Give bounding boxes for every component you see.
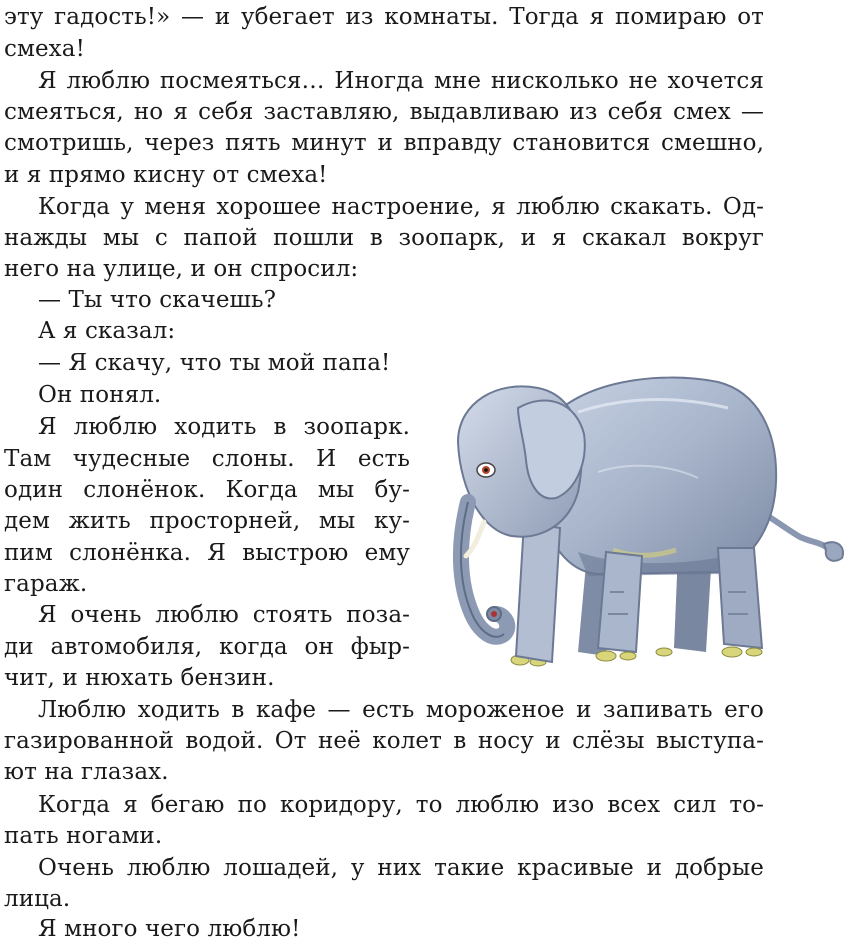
text-line: ют на глазах. [4,759,169,785]
text-line: Я много чего люблю! [38,916,301,942]
text-line: смеха! [4,36,85,62]
text-line: Люблю ходить в кафе — есть мороженое и запивать его [38,697,764,723]
text-line: Там чудесные слоны. И есть [4,446,410,472]
text-line: пим слонёнка. Я выстрою ему [4,540,410,566]
text-line: и я прямо кисну от смеха! [4,162,328,188]
text-line: Я очень люблю стоять поза- [38,602,410,628]
text-line: ди автомобиля, когда он фыр- [4,634,410,660]
text-line: пать ногами. [4,823,163,849]
text-line: эту гадость!» — и убегает из комнаты. Тогда я помираю от [4,4,764,30]
text-line: Когда у меня хорошее настроение, я люблю скакать. Од- [38,194,764,220]
text-line: Он понял. [38,382,162,408]
text-line: лица. [4,886,71,912]
text-line: нажды мы с папой пошли в зоопарк, и я скакал вокруг [4,225,764,251]
text-line: газированной водой. От неё колет в носу и слёзы выступа- [4,728,764,754]
elephant-illustration-icon [428,352,856,676]
text-line: Я люблю посмеяться… Иногда мне нисколько не хочется [38,68,764,94]
text-line: — Ты что скачешь? [38,287,277,313]
text-line: Очень люблю лошадей, у них такие красивые и добрые [38,855,764,881]
text-line: гараж. [4,571,88,597]
text-line: смотришь, через пять минут и вправду становится смешно, [4,130,764,156]
text-line: — Я скачу, что ты мой папа! [38,350,391,376]
text-line: Когда я бегаю по коридору, то люблю изо всех сил то- [38,792,764,818]
text-line: него на улице, и он спросил: [4,256,359,282]
text-line: чит, и нюхать бензин. [4,665,275,691]
text-line: смеяться, но я себя заставляю, выдавливаю из себя смех — [4,99,764,125]
text-line: один слонёнок. Когда мы бу- [4,477,410,503]
text-line: А я сказал: [38,318,176,344]
text-line: дем жить просторней, мы ку- [4,508,410,534]
text-line: Я люблю ходить в зоопарк. [38,414,410,440]
